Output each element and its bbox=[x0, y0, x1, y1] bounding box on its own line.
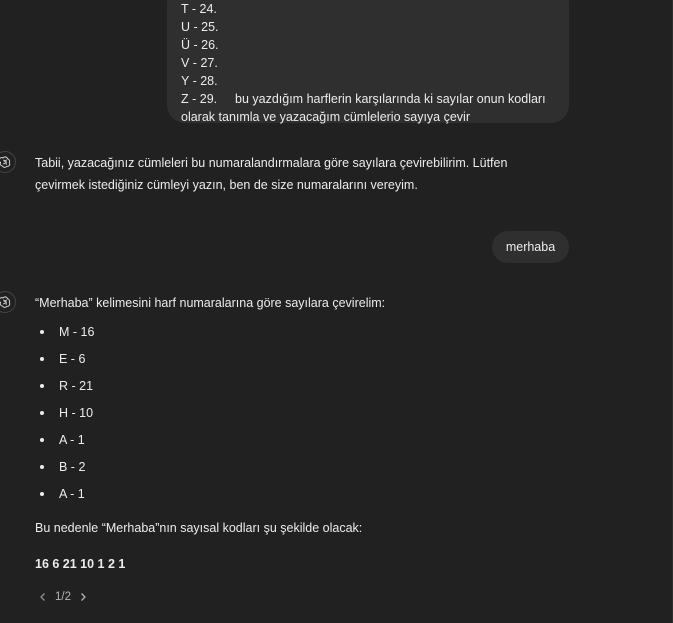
numeric-codes: 16 6 21 10 1 2 1 bbox=[35, 557, 126, 571]
user-message-bubble bbox=[167, 0, 569, 123]
bullet-icon bbox=[40, 492, 44, 496]
bullet-icon bbox=[40, 411, 44, 415]
letter-code-line: Ü - 26. bbox=[181, 38, 219, 52]
list-item: R - 21 bbox=[35, 372, 94, 399]
bullet-icon bbox=[40, 384, 44, 388]
user-message-continuation: olarak tanımla ve yazacağım cümlelerio sayıya çevir bbox=[181, 110, 471, 124]
bullet-icon bbox=[40, 330, 44, 334]
list-item: A - 1 bbox=[35, 480, 94, 507]
chevron-right-icon[interactable] bbox=[75, 587, 91, 607]
letter-code-list bbox=[35, 318, 94, 507]
list-item: B - 2 bbox=[35, 453, 94, 480]
letter-code-line: T - 24. bbox=[181, 2, 217, 16]
user-message-bubble bbox=[492, 231, 569, 263]
response-pager bbox=[35, 587, 91, 607]
assistant-message-text: Tabii, yazacağınız cümleleri bu numaralandırmalara göre sayılara çevirebilirim. Lütfen çevirmek istediğiniz cümleyi yazın, ben de size numaralarını vereyim. bbox=[35, 156, 508, 192]
chevron-left-icon[interactable] bbox=[35, 587, 51, 607]
list-item: E - 6 bbox=[35, 345, 94, 372]
list-item: A - 1 bbox=[35, 426, 94, 453]
assistant-intro-text: “Merhaba” kelimesini harf numaralarına göre sayılara çevirelim: bbox=[35, 296, 386, 310]
letter-code-line: V - 27. bbox=[181, 56, 218, 70]
openai-logo-icon bbox=[0, 151, 16, 173]
pager-label: 1/2 bbox=[55, 591, 71, 603]
list-item: H - 10 bbox=[35, 399, 94, 426]
letter-code-line: Y - 28. bbox=[181, 74, 218, 88]
user-message-text: merhaba bbox=[505, 240, 556, 254]
letter-code-line: U - 25. bbox=[181, 20, 219, 34]
letter-code-line: Z - 29. bu yazdığım harflerin karşılarında ki sayılar onun kodları bbox=[181, 92, 546, 106]
list-item: M - 16 bbox=[35, 318, 94, 345]
assistant-summary-text: Bu nedenle “Merhaba”nın sayısal kodları şu şekilde olacak: bbox=[35, 521, 363, 535]
bullet-icon bbox=[40, 438, 44, 442]
bullet-icon bbox=[40, 465, 44, 469]
bullet-icon bbox=[40, 357, 44, 361]
openai-logo-icon bbox=[0, 291, 16, 313]
